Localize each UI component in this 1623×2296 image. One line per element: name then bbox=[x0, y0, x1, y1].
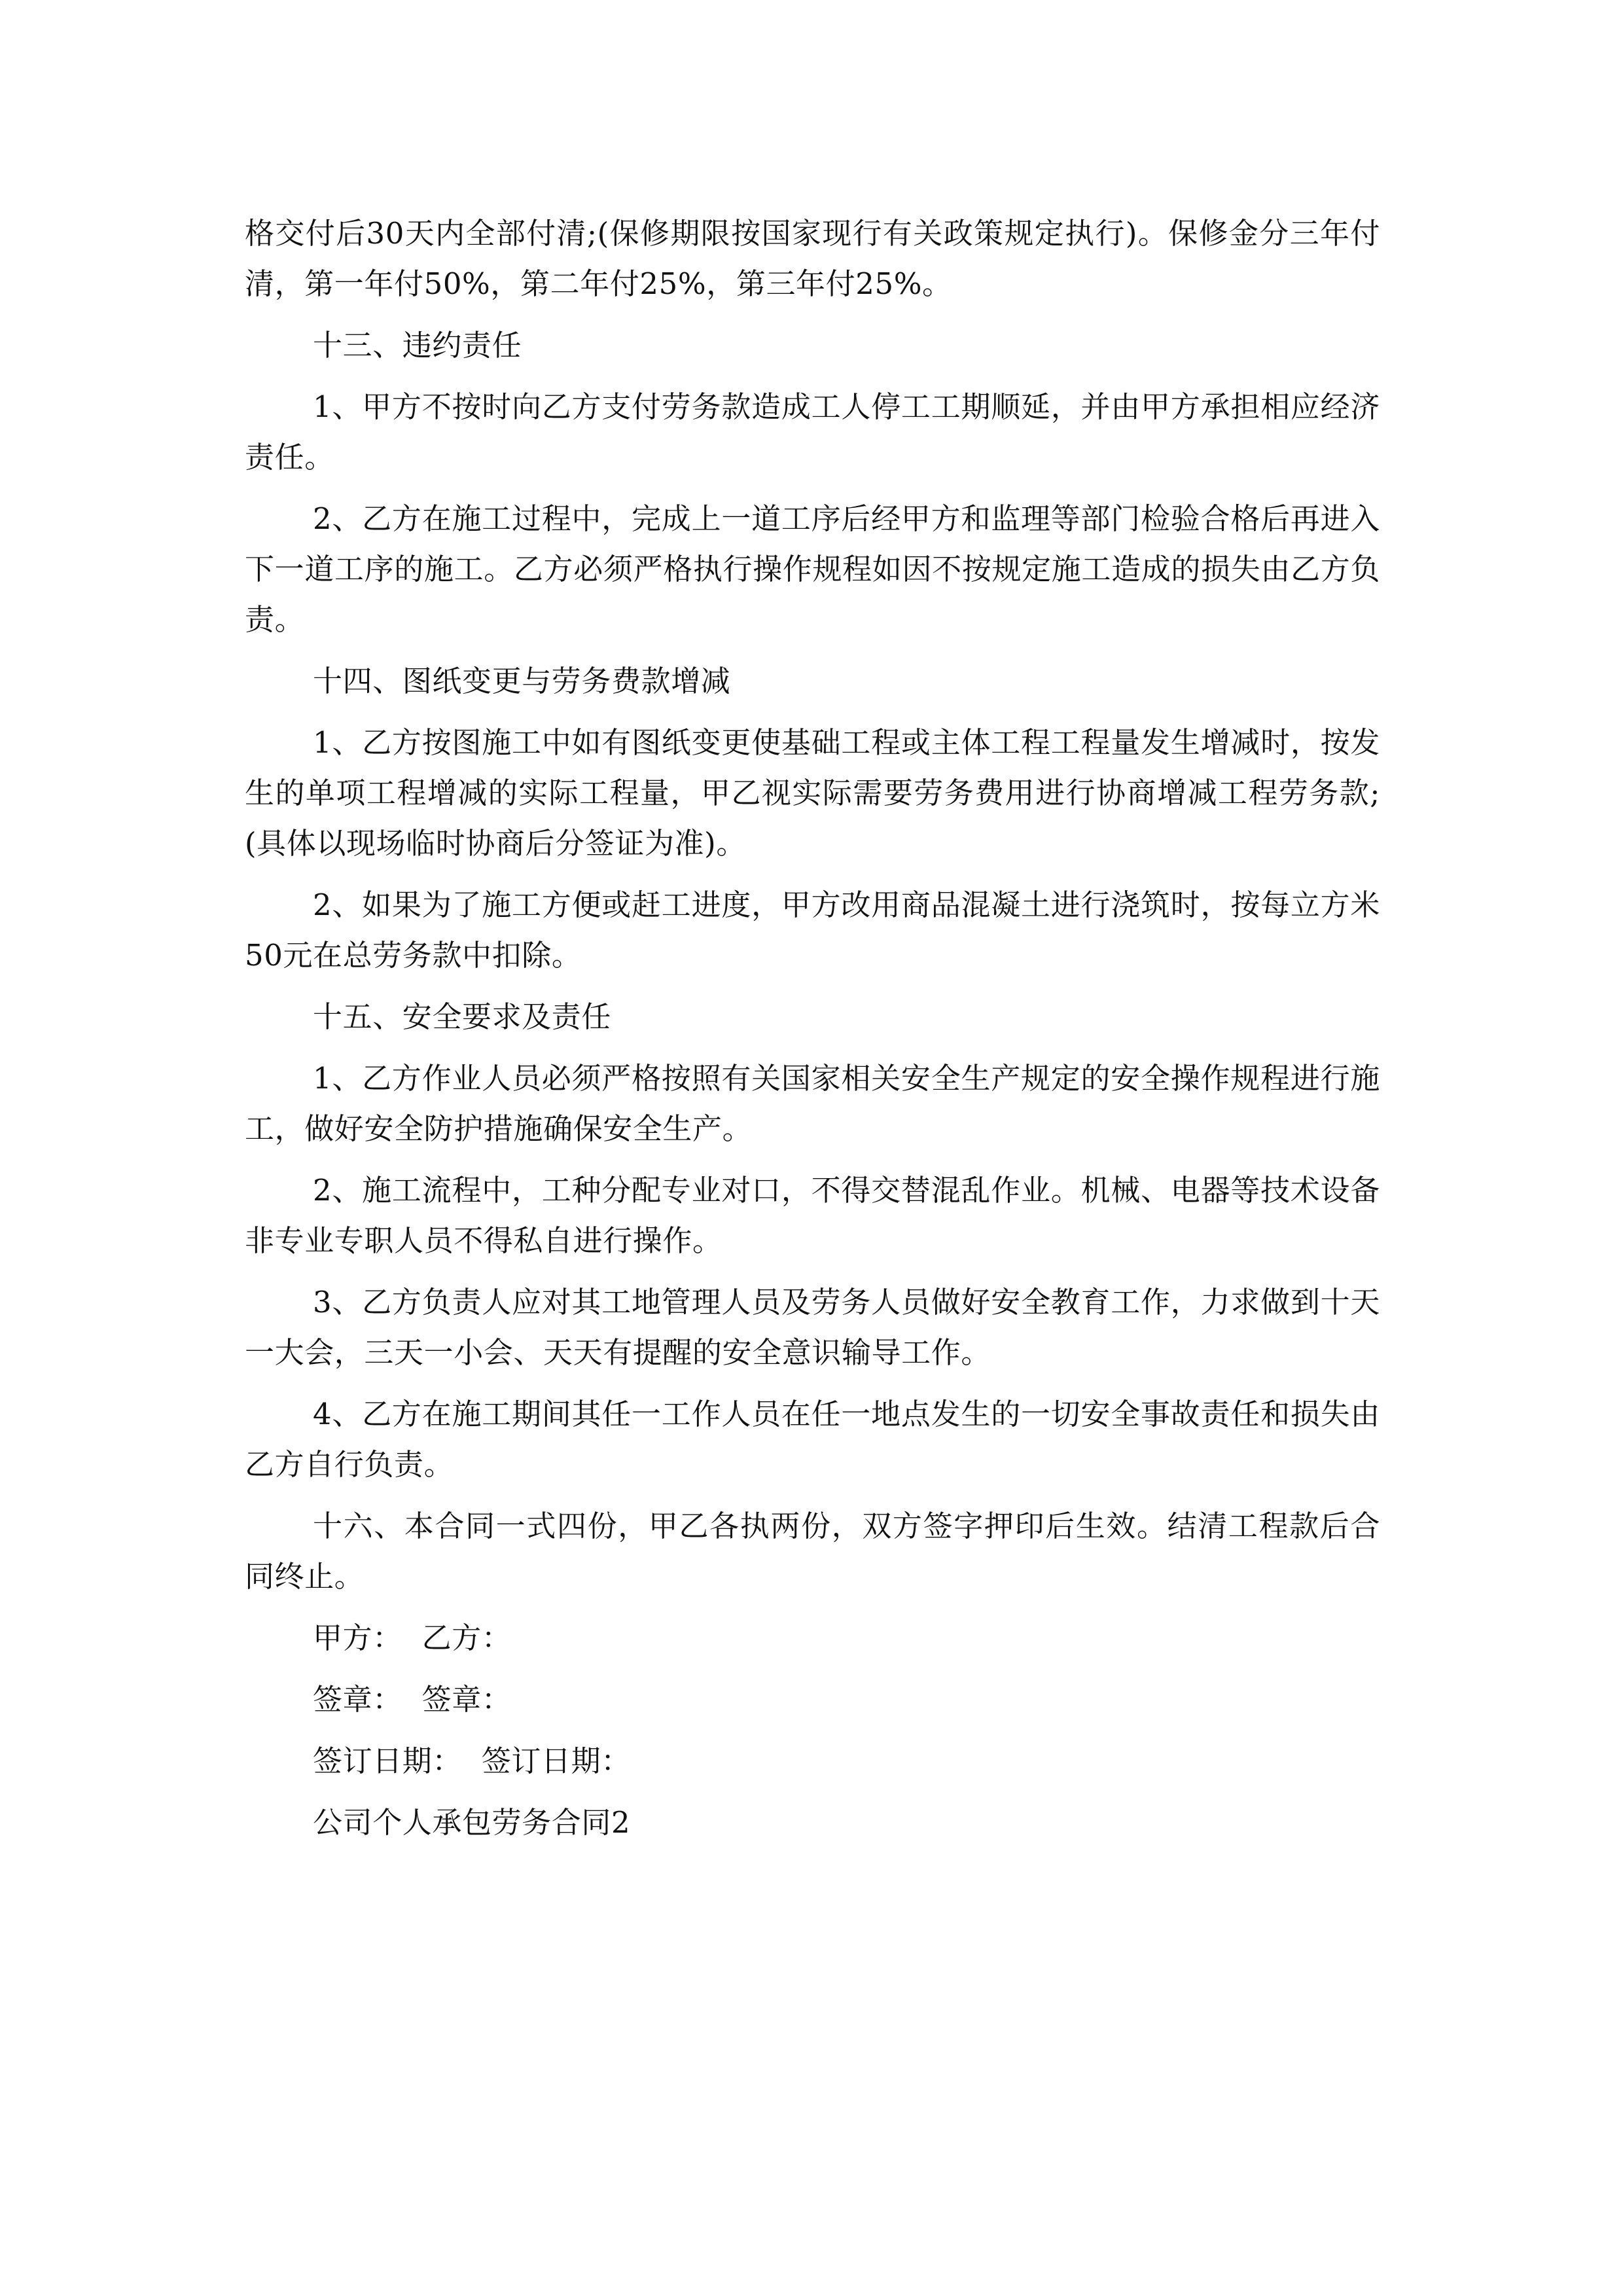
date-a-label: 签订日期： bbox=[313, 1744, 463, 1778]
paragraph-safety-4: 4、乙方在施工期间其任一工作人员在任一地点发生的一切安全事故责任和损失由乙方自行负责。 bbox=[245, 1397, 1380, 1482]
paragraph-breach-2: 2、乙方在施工过程中，完成上一道工序后经甲方和监理等部门检验合格后再进入下一道工序的施工。乙方必须严格执行操作规程如因不按规定施工造成的损失由乙方负责。 bbox=[245, 501, 1380, 637]
document-body bbox=[245, 208, 1380, 1859]
signature-date-row bbox=[245, 1736, 1380, 1786]
section-heading-drawing-changes: 十四、图纸变更与劳务费款增减 bbox=[313, 664, 731, 698]
seal-a-label: 签章： bbox=[313, 1682, 402, 1717]
paragraph-safety-2: 2、施工流程中，工种分配专业对口，不得交替混乱作业。机械、电器等技术设备非专业专职人员不得私自进行操作。 bbox=[245, 1173, 1380, 1258]
section-heading-safety: 十五、安全要求及责任 bbox=[313, 999, 612, 1034]
paragraph-copies-termination: 十六、本合同一式四份，甲乙各执两份，双方签字押印后生效。结清工程款后合同终止。 bbox=[245, 1509, 1380, 1594]
paragraph-safety-3: 3、乙方负责人应对其工地管理人员及劳务人员做好安全教育工作，力求做到十天一大会，三天一小会、天天有提醒的安全意识输导工作。 bbox=[245, 1285, 1380, 1370]
party-b-label: 乙方： bbox=[421, 1621, 512, 1655]
paragraph-changes-1: 1、乙方按图施工中如有图纸变更使基础工程或主体工程工程量发生增减时，按发生的单项工程增减的实际工程量，甲乙视实际需要劳务费用进行协商增减工程劳务款;(具体以现场临时协商后分签证为准)。 bbox=[245, 725, 1380, 861]
party-a-label: 甲方： bbox=[313, 1621, 402, 1655]
signature-seal-row bbox=[245, 1674, 1380, 1725]
seal-b-label: 签章： bbox=[421, 1682, 512, 1717]
paragraph-payment-terms: 格交付后30天内全部付清;(保修期限按国家现行有关政策规定执行)。保修金分三年付清，第一年付50%，第二年付25%，第三年付25%。 bbox=[245, 216, 1380, 301]
paragraph-breach-1: 1、甲方不按时向乙方支付劳务款造成工人停工工期顺延，并由甲方承担相应经济责任。 bbox=[245, 389, 1380, 475]
date-b-label: 签订日期： bbox=[481, 1744, 631, 1778]
signature-party-row bbox=[245, 1613, 1380, 1663]
next-contract-title: 公司个人承包劳务合同2 bbox=[313, 1805, 631, 1840]
paragraph-safety-1: 1、乙方作业人员必须严格按照有关国家相关安全生产规定的安全操作规程进行施工，做好安全防护措施确保安全生产。 bbox=[245, 1061, 1380, 1146]
section-heading-breach: 十三、违约责任 bbox=[313, 328, 522, 363]
paragraph-changes-2: 2、如果为了施工方便或赶工进度，甲方改用商品混凝土进行浇筑时，按每立方米50元在总劳务款中扣除。 bbox=[245, 888, 1380, 973]
